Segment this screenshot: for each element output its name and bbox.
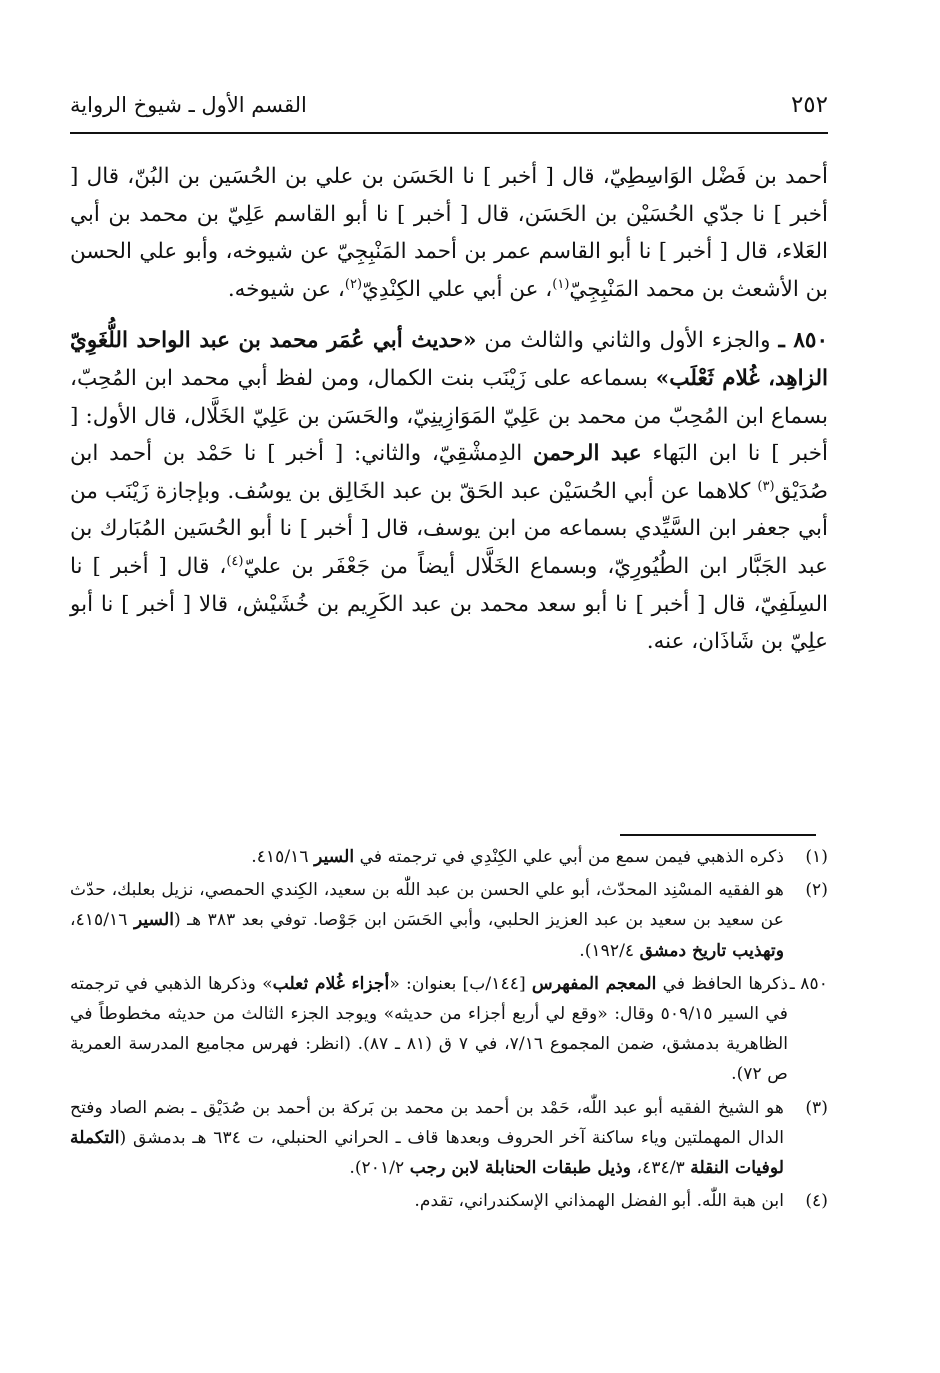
- footnote-ref-4: (٤): [226, 553, 244, 569]
- footnote-bold: التكملة لوفيات النقلة: [70, 1127, 784, 1179]
- footnote-ref-2: (٢): [344, 276, 363, 292]
- footnote-mark: ٨٥٠ ـ: [789, 973, 828, 994]
- footnote-segment: هو الشيخ الفقيه أبو عبد اللّٰه، حَمْد بن أحمد بن محمد بن بَركة بن أحمد بن صُدَيْق ـ بضم الصاد وفتح الدال المهملتين وياء ساكنة آخر الحروف وبعدها قاف ـ الحراني الحنبلي، ت ٦٣٤ هـ بدمشق (: [70, 1097, 784, 1148]
- footnote-item: [70, 875, 828, 966]
- footnote-segment: [١٤٤/ب] بعنوان: «: [389, 973, 532, 994]
- page-header: [70, 88, 828, 122]
- footnote-item: [70, 842, 828, 872]
- footnote-mark: (٣): [805, 1097, 828, 1118]
- footnote-segment: ٤٣٤/٣،: [631, 1158, 691, 1179]
- footnote-segment: ٤١٥/١٦،: [70, 910, 134, 931]
- paragraph-text: كلاهما عن أبي الحُسَيْن عبد الحَقّ بن عبد الخَالِق بن يوسُف. وبإجازة زَيْنَب من أبي جعفر ابن السَّيِّدي بسماعه من ابن يوسف، قال [ أخبر ] نا أبو الحُسَين المُبَارك بن عبد الجَبَّار ابن الطُيُورِيّ، وبسماع الخَلَّال أيضاً من جَعْفَر بن عليّ: [70, 478, 828, 579]
- footnote-mark: (٤): [805, 1191, 828, 1212]
- footnote-bold: أجزاء غُلام ثعلب: [272, 973, 390, 994]
- paragraph-text: ، عن أبي علي الكِنْدِيّ: [362, 276, 553, 302]
- footnote-item: [70, 969, 828, 1090]
- footnote-segment: ذكرها الحافظ في: [656, 973, 788, 994]
- footnote-segment: ٢٠١/٢).: [349, 1158, 410, 1179]
- paragraph-text: الدِمشْقِيّ، والثاني: [ أخبر ] نا حَمْد بن أحمد ابن صُدَيْق: [70, 441, 828, 504]
- footnote-item: [70, 1093, 828, 1184]
- paragraph-text: أحمد بن فَضْل الوَاسِطِيّ، قال [ أخبر ] نا الحَسَن بن علي بن الحُسَين بن البُنّ، قال [ أخبر ] نا جدّي الحُسَيْن بن الحَسَن، قال [ أخبر ] نا أبو القاسم عَلِيّ بن محمد بن أبي العَلاء، قال [ أخبر ] نا أبو القاسم عمر بن أحمد المَنْبِجِيّ عن شيوخه، وأبو علي الحسن بن الأشعث بن محمد المَنْبِجِيّ: [70, 164, 828, 302]
- main-text: [70, 158, 828, 661]
- footnote-segment: ابن هبة اللّٰه. أبو الفضل الهمذاني الإسكندراني، تقدم.: [414, 1191, 784, 1212]
- header-divider: [70, 132, 828, 134]
- entry-850: [70, 322, 828, 660]
- page-number: ٢٥٢: [790, 92, 828, 118]
- paragraph-text: بسماعه على زَيْنَب بنت الكمال، ومن لفظ أبي محمد ابن المُحِبّ، بسماع ابن المُحِبّ من محمد بن عَلِيّ المَوَازِينِيّ، والحَسَن بن عَلِيّ الخَلَّال، قال الأول: [ أخبر ] نا ابن البَهاء: [70, 365, 829, 467]
- footnote-text: [70, 969, 788, 1090]
- footnote-ref-1: (١): [552, 276, 570, 292]
- footnote-segment: ٤١٥/١٦.: [251, 847, 315, 867]
- footnotes: [70, 842, 828, 1219]
- paragraph-text: ، عن شيوخه.: [227, 276, 345, 302]
- footnote-text: [70, 1186, 784, 1216]
- footnote-item: [70, 1186, 828, 1216]
- bold-name: عبد الرحمن: [532, 441, 642, 467]
- paragraph-text: ، قال [ أخبر ] نا السِلَفِيّ، قال [ أخبر ] نا أبو سعد محمد بن عبد الكَرِيم بن خُشَيْش، قالا [ أخبر ] نا أبو علِيّ بن شَاذَان، عنه.: [70, 553, 828, 655]
- paragraph-text: والجزء الأول والثاني والثالث من: [476, 328, 779, 354]
- running-title: القسم الأول ـ شيوخ الرواية: [70, 93, 307, 117]
- footnote-mark: (١): [805, 847, 828, 867]
- footnote-bold: السير: [314, 847, 355, 867]
- paragraph-continuation: [70, 158, 828, 308]
- footnote-segment: » وذكرها الذهبي في ترجمته في السير ٥٠٩/١٥ وقال: «وقع لي أربع أجزاء من حديثه» ويوجد الجزء الثالث من حديثه مخطوطاً في الظاهرية بدمشق، ضمن المجموع ٧/١٦، في ٧ ق (٨١ ـ ٨٧). (انظر: فهرس مجاميع المدرسة العمرية ص ٧٢).: [70, 973, 789, 1085]
- entry-number: ٨٥٠ ـ: [778, 328, 828, 354]
- footnote-segment: ١٩٢/٤).: [579, 940, 640, 961]
- footnote-segment: ذكره الذهبي فيمن سمع من أبي علي الكِنْدِي في ترجمته في: [354, 847, 784, 867]
- footnote-divider: [620, 834, 816, 836]
- footnote-text: [70, 1093, 784, 1184]
- footnote-bold: وذيل طبقات الحنابلة لابن رجب: [409, 1158, 632, 1179]
- footnote-bold: المعجم المفهرس: [531, 973, 657, 994]
- footnote-ref-3: (٣): [757, 478, 775, 494]
- footnote-segment: هو الفقيه المسْنِد المحدّث، أبو علي الحسن بن عبد اللّٰه بن سعيد، الكِندي الحمصي، نزيل بعلبك، حدّث عن سعيد بن سعيد بن عبد العزيز الحلبي، وأبي الحَسَن ابن جَوْصا. توفي بعد ٣٨٣ هـ (: [70, 880, 785, 931]
- footnote-text: [70, 842, 784, 872]
- footnote-mark: (٢): [805, 880, 828, 901]
- footnote-bold: وتهذيب تاريخ دمشق: [639, 940, 784, 961]
- work-title: «حديث أبي عُمَر محمد بن عبد الواحد اللُّغَوِيّ الزاهِد، غُلام ثَعْلَب»: [70, 328, 828, 391]
- footnote-text: [70, 875, 784, 966]
- footnote-bold: السير: [133, 910, 174, 931]
